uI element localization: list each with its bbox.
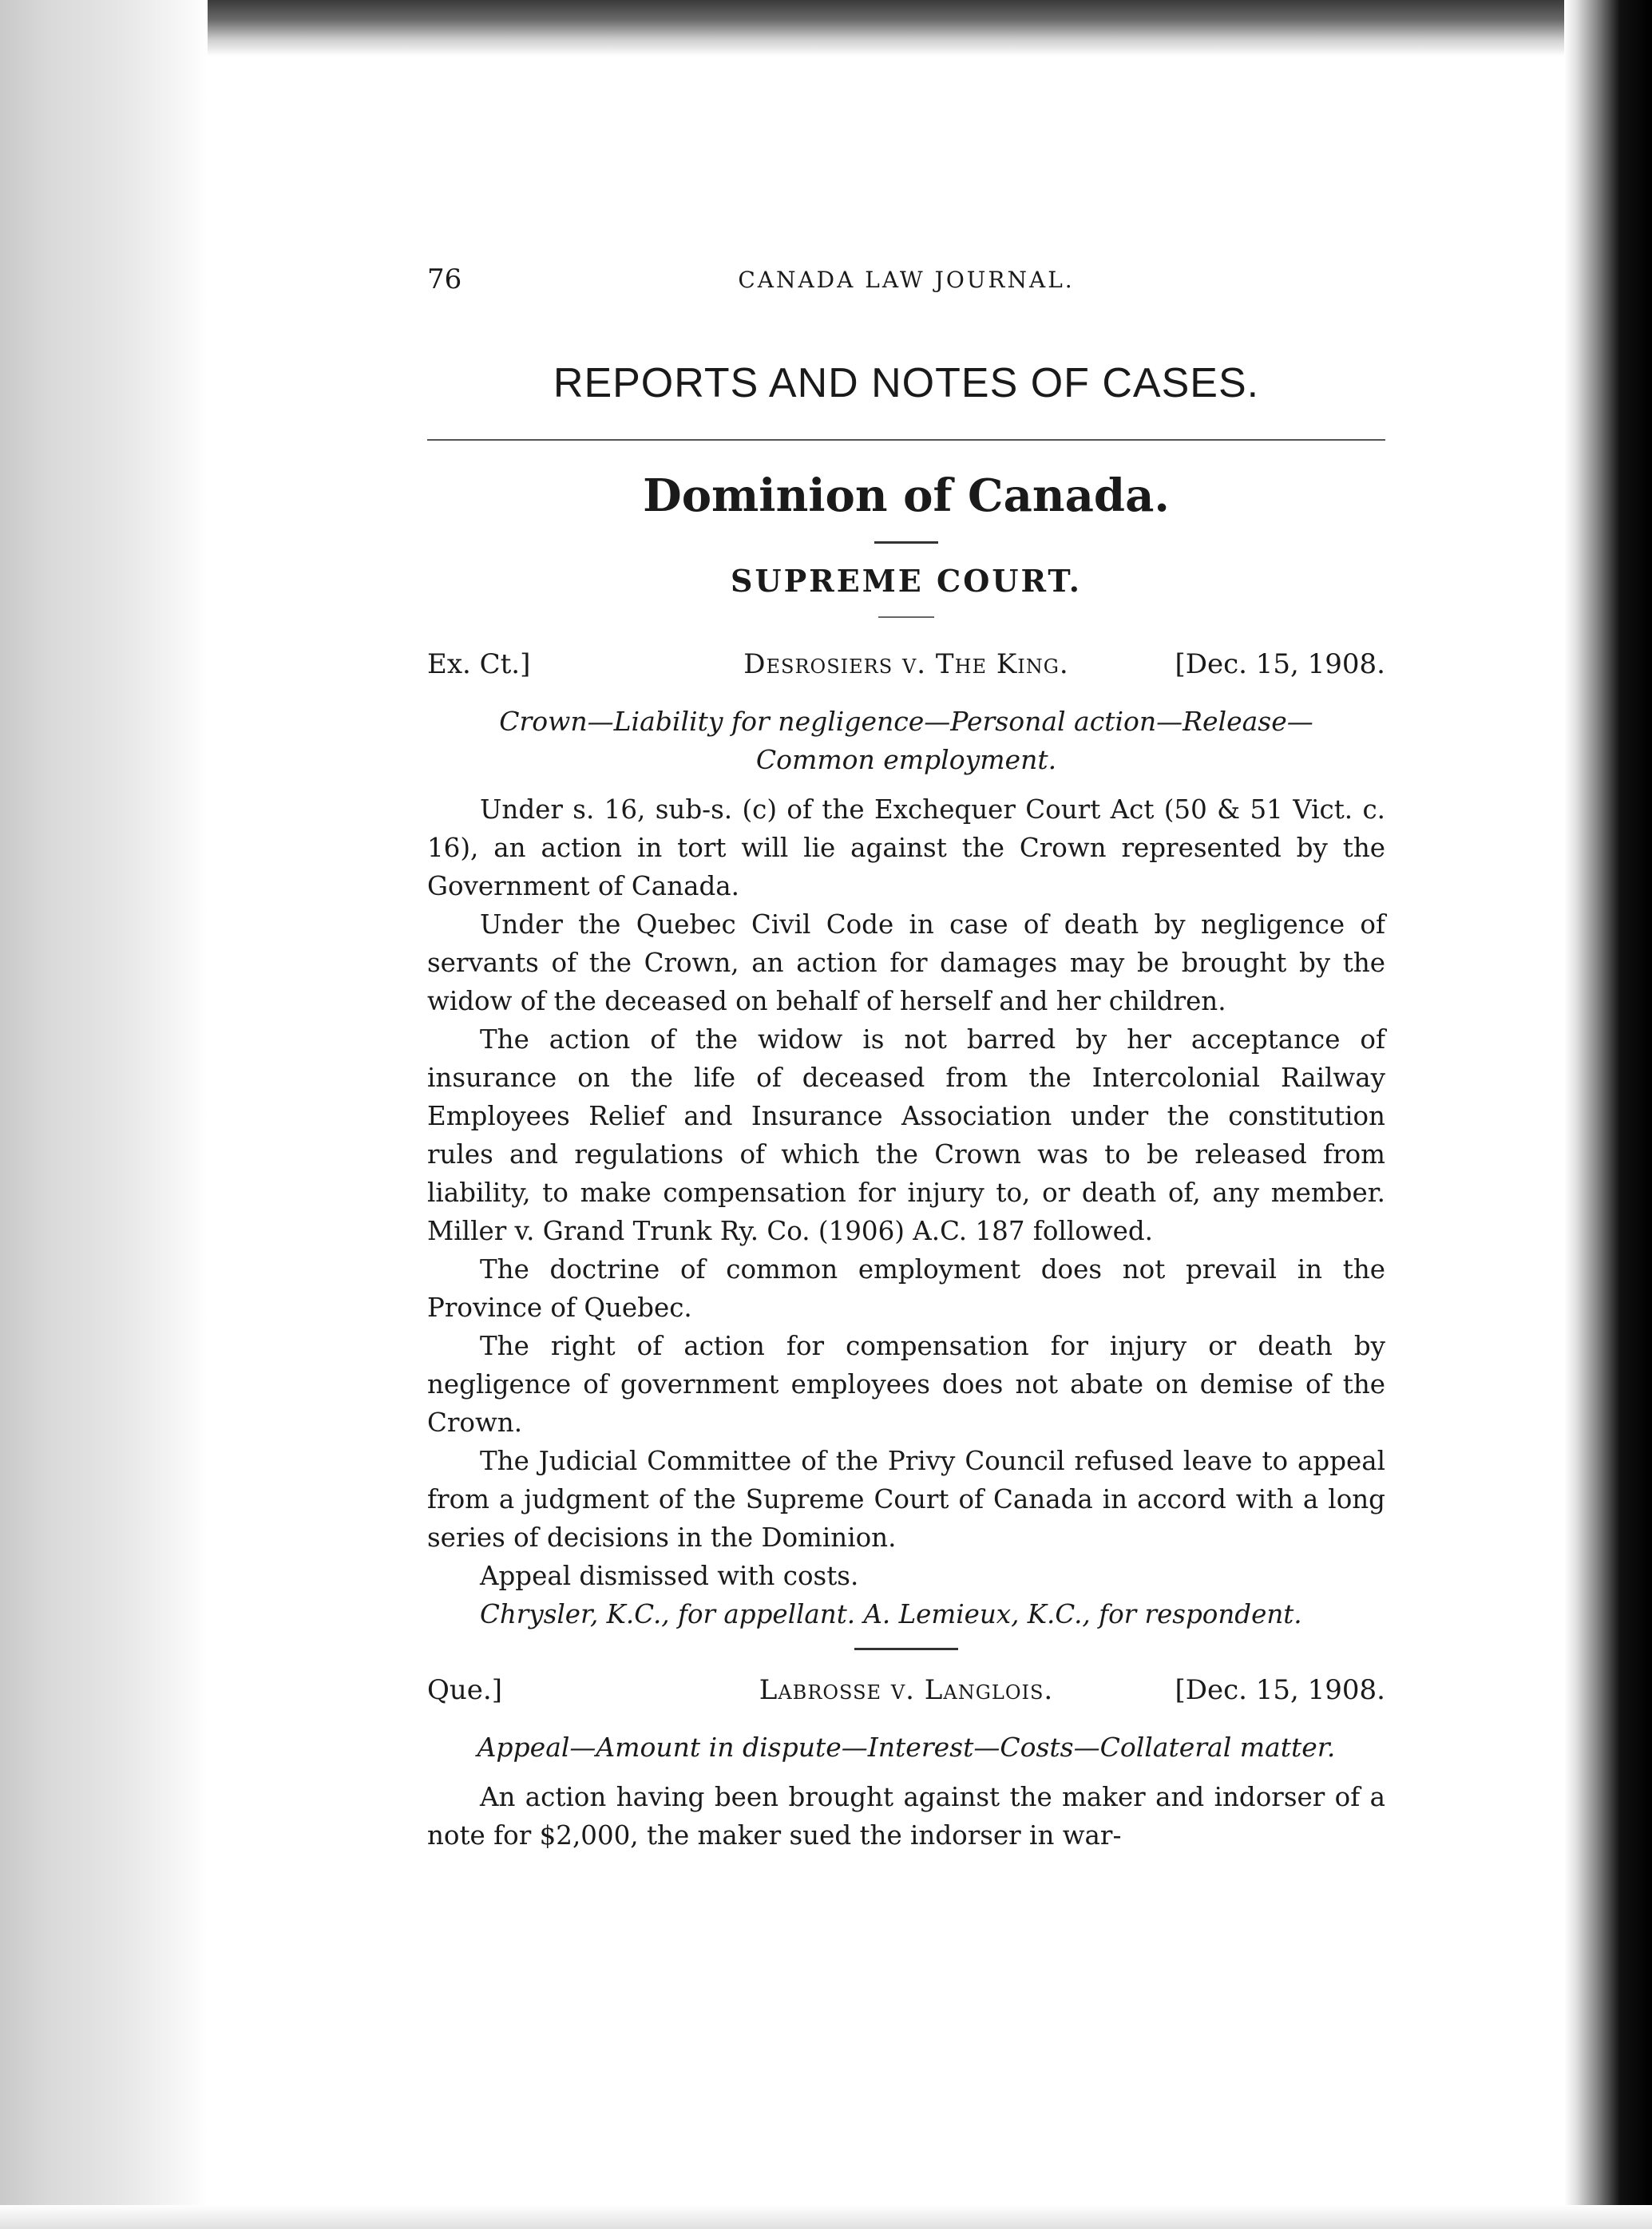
case2-court: Que.] <box>427 1674 502 1706</box>
case1-paragraph: The doctrine of common employment does not prevail in the Province of Quebec. <box>427 1254 1385 1323</box>
court-rule <box>878 616 934 618</box>
case1-headnote <box>427 703 1385 779</box>
scan-edge-bottom <box>0 2205 1652 2229</box>
case1-date: [Dec. 15, 1908. <box>1175 648 1385 680</box>
case1-headnote-line2: Common employment. <box>755 744 1057 775</box>
page-number: 76 <box>427 263 462 295</box>
section-title: REPORTS AND NOTES OF CASES. <box>553 360 1260 406</box>
dominion-rule <box>874 541 938 544</box>
case1-paragraph: Under the Quebec Civil Code in case of death by negligence of servants of the Crown, an action for damages may be brought by the widow of the deceased on behalf of herself and her children. <box>427 909 1385 1016</box>
case1-paragraph: The right of action for compensation for injury or death by negligence of government employees does not abate on demise of the Crown. <box>427 1331 1385 1438</box>
case1-disposition: Appeal dismissed with costs. <box>480 1561 859 1591</box>
case1-counsel: Chrysler, K.C., for appellant. A. Lemieux, K.C., for respondent. <box>480 1599 1302 1629</box>
case1-court: Ex. Ct.] <box>427 648 531 680</box>
journal-page <box>427 263 1385 1855</box>
case2-parties: Labrosse v. Langlois. <box>759 1674 1054 1706</box>
case2-paragraph: An action having been brought against the maker and indorser of a note for $2,000, the maker sued the indorser in war- <box>427 1782 1385 1851</box>
case1-header <box>427 648 1385 688</box>
case1-headnote-line1: Crown—Liability for negligence—Personal action—Release— <box>499 706 1313 737</box>
case2-headnote: Appeal—Amount in dispute—Interest—Costs—Collateral matter. <box>477 1732 1336 1763</box>
case2-header <box>427 1674 1385 1714</box>
case-separator-rule <box>854 1648 958 1650</box>
journal-title: CANADA LAW JOURNAL. <box>738 267 1075 293</box>
scan-edge-left <box>0 0 208 2229</box>
case1-paragraph: The Judicial Committee of the Privy Council refused leave to appeal from a judgment of the Supreme Court of Canada in accord with a long series of decisions in the Dominion. <box>427 1446 1385 1553</box>
case1-paragraph: The action of the widow is not barred by her acceptance of insurance on the life of deceased from the Intercolonial Railway Employees Relief and Insurance Association under the constitution rules and regulations of which the Crown was to be released from liability, to make compensation for injury to, or death of, any member. Miller v. Grand Trunk Ry. Co. (1906) A.C. 187 followed. <box>427 1024 1385 1246</box>
running-head <box>427 263 1385 311</box>
dominion-title: Dominion of Canada. <box>643 469 1170 522</box>
scan-edge-top <box>0 0 1652 56</box>
case1-parties: Desrosiers v. The King. <box>743 648 1069 680</box>
court-title: SUPREME COURT. <box>731 563 1082 599</box>
case2-date: [Dec. 15, 1908. <box>1175 1674 1385 1706</box>
section-rule <box>427 439 1385 441</box>
case1-paragraph: Under s. 16, sub-s. (c) of the Exchequer Court Act (50 & 51 Vict. c. 16), an action in tort will lie against the Crown represented by the Government of Canada. <box>427 794 1385 901</box>
scan-edge-right <box>1564 0 1652 2229</box>
